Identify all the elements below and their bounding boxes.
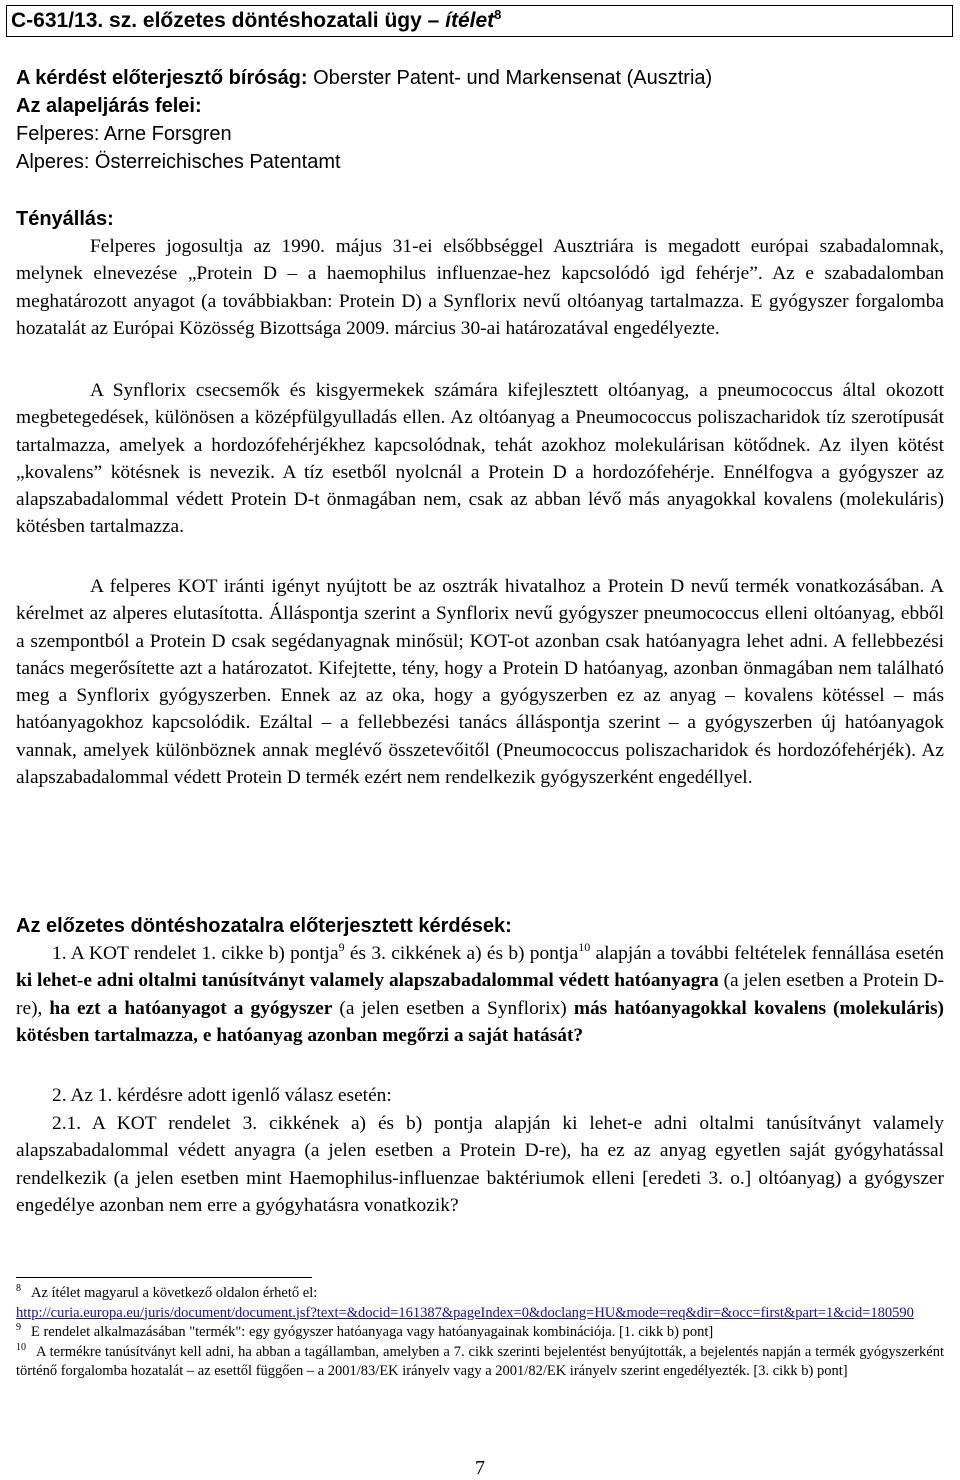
- question-1: [16, 940, 944, 1049]
- footnote-10: [16, 1343, 944, 1382]
- question-1-text-d: (a jelen esetben a Protein D-re),: [16, 970, 945, 1019]
- question-1-text-e: (a jelen esetben a Synflorix): [332, 997, 574, 1019]
- footnote-8-link[interactable]: http://curia.europa.eu/juris/document/document.jsf?text=&docid=161387&pageIndex=0&doclang=HU&mode=req&dir=&occ=first&part=1&cid=180590: [16, 1304, 914, 1321]
- footnote-8-text: Az ítélet magyarul a következő oldalon érhető el:: [31, 1285, 318, 1301]
- footnote-9: [16, 1323, 944, 1343]
- plaintiff: Felperes: Arne Forsgren: [16, 123, 232, 145]
- facts-paragraph-2: A Synflorix csecsemők és kisgyermekek számára kifejlesztett oltóanyag, a pneumococcus által okozott megbetegedések, különösen a középfülgyulladás ellen. Az oltóanyag a Pneumococcus poliszacharidok tíz szerotípusát tartalmazza, amelyek a hordozófehérjékhez kapcsolódnak, tehát azokhoz molekulárisan kötődnek. Az ilyen kötést „kovalens” kötésnek is nevezik. A tíz esetből nyolcnál a Protein D a hordozófehérje. Ennélfogva a gyógyszer az alapszabadalommal védett Protein D-t önmagában nem, csak az abban lévő más anyagokkal kovalens (molekuláris) kötésben tartalmazza.: [16, 380, 944, 538]
- case-header-prefix: C-631/13. sz. előzetes döntéshozatali ügy –: [11, 9, 446, 32]
- footnote-9-number: 9: [16, 1322, 21, 1333]
- page-number: 7: [475, 1457, 485, 1479]
- question-1-text-a: 1. A KOT rendelet 1. cikke b) pontja: [52, 943, 339, 964]
- question-2-1: 2.1. A KOT rendelet 3. cikkének a) és b) pontja alapján ki lehet-e adni oltalmi tanúsítványt valamely alapszabadalommal védett anyagra (a jelen esetben a Protein D-re), ha ez az anyag egyetlen saját gyógyhatással rendelkezik (a jelen esetben mint Haemophilus-influenzae baktériumok elleni [eredeti 3. o.] oltóanyag) a gyógyszer engedélye azonban nem erre a gyógyhatásra vonatkozik?: [16, 1113, 944, 1216]
- referring-court-label: A kérdést előterjesztő bíróság:: [16, 67, 308, 89]
- facts-paragraph-3: A felperes KOT iránti igényt nyújtott be az osztrák hivatalhoz a Protein D nevű termék vonatkozásában. A kérelmet az alperes elutasította. Álláspontja szerint a Synflorix nevű gyógyszer pneumococcus elleni oltóanyag, ebből a szempontból a Protein D csak segédanyagnak minősül; KOT-ot azonban csak hatóanyagra lehet adni. A fellebbezési tanács megerősítette azt a határozatot. Kifejtette, tény, hogy a Protein D hatóanyag, azonban önmagában nem található meg a Synflorix gyógyszerben. Ennek az az oka, hogy a gyógyszerben ez az anyag – kovalens kötéssel – más hatóanyagokhoz kapcsolódik. Ezáltal – a fellebbezési tanács álláspontja szerint – a gyógyszerben új hatóanyagok vannak, amelyek különböznek annak meglévő összetevőitől (Pneumococcus poliszacharidok és hordozófehérjék). Az alapszabadalommal védett Protein D termék ezért nem rendelkezik gyógyszerként engedéllyel.: [16, 576, 944, 789]
- footnote-8-number: 8: [16, 1283, 21, 1294]
- parties-block: [16, 64, 946, 176]
- footnote-ref-10[interactable]: 10: [578, 940, 591, 954]
- questions-heading: Az előzetes döntéshozatalra előterjesztett kérdések:: [16, 915, 512, 937]
- referring-court-row: [16, 64, 946, 92]
- referring-court-value: Oberster Patent- und Markensenat (Ausztria): [307, 67, 713, 89]
- question-1-bold-2: ha ezt a hatóanyagot a gyógyszer: [49, 997, 333, 1019]
- footnote-divider: [16, 1277, 312, 1278]
- defendant: Alperes: Österreichisches Patentamt: [16, 151, 341, 173]
- footnote-ref-8[interactable]: 8: [494, 7, 502, 22]
- facts-paragraph-1: Felperes jogosultja az 1990. május 31-ei elsőbbséggel Ausztriára is megadott európai szabadalomnak, melynek elnevezése „Protein D – a haemophilus influenzae-hez kapcsolódó igd fehérje”. Az e szabadalomban meghatározott anyagot (a továbbiakban: Protein D) a Synflorix nevű oltóanyag tartalmazza. E gyógyszer forgalomba hozatalát az Európai Közösség Bizottsága 2009. március 30-ai határozatával engedélyezte.: [16, 236, 944, 339]
- footnote-8: [16, 1284, 944, 1323]
- footnote-10-text: A termékre tanúsítványt kell adni, ha abban a tagállamban, amelyben a 7. cikk szerinti bejelentést benyújtották, a bejelentés napján a termék gyógyszerként történő forgalomba hozatalát – az esettől függően – a 2001/83/EK irányelv vagy a 2001/82/EK irányelv szerint engedélyezték. [3. cikk b) pont]: [16, 1343, 944, 1379]
- footnote-9-text: E rendelet alkalmazásában "termék": egy gyógyszer hatóanyaga vagy hatóanyagainak kombinációja. [1. cikk b) pont]: [31, 1324, 714, 1340]
- question-1-text-c: alapján a további feltételek fennállása esetén: [590, 943, 945, 964]
- case-header: [6, 5, 953, 37]
- question-2: 2. Az 1. kérdésre adott igenlő válasz esetén:: [52, 1085, 392, 1106]
- facts-heading: Tényállás:: [16, 208, 114, 230]
- question-1-bold-3: más hatóanyagokkal kovalens (molekuláris) kötésben tartalmazza, e hatóanyag azonban megőrzi a saját hatását?: [16, 997, 945, 1046]
- footnote-ref-9[interactable]: 9: [338, 940, 345, 954]
- question-1-bold-1: ki lehet-e adni oltalmi tanúsítványt valamely alapszabadalommal védett hatóanyagra: [16, 970, 719, 992]
- parties-label: Az alapeljárás felei:: [16, 95, 202, 117]
- footnote-10-number: 10: [16, 1341, 26, 1353]
- question-1-text-b: és 3. cikkének a) és b) pontja: [344, 943, 579, 964]
- footnotes: [16, 1284, 944, 1382]
- case-header-type: ítélet: [445, 9, 495, 32]
